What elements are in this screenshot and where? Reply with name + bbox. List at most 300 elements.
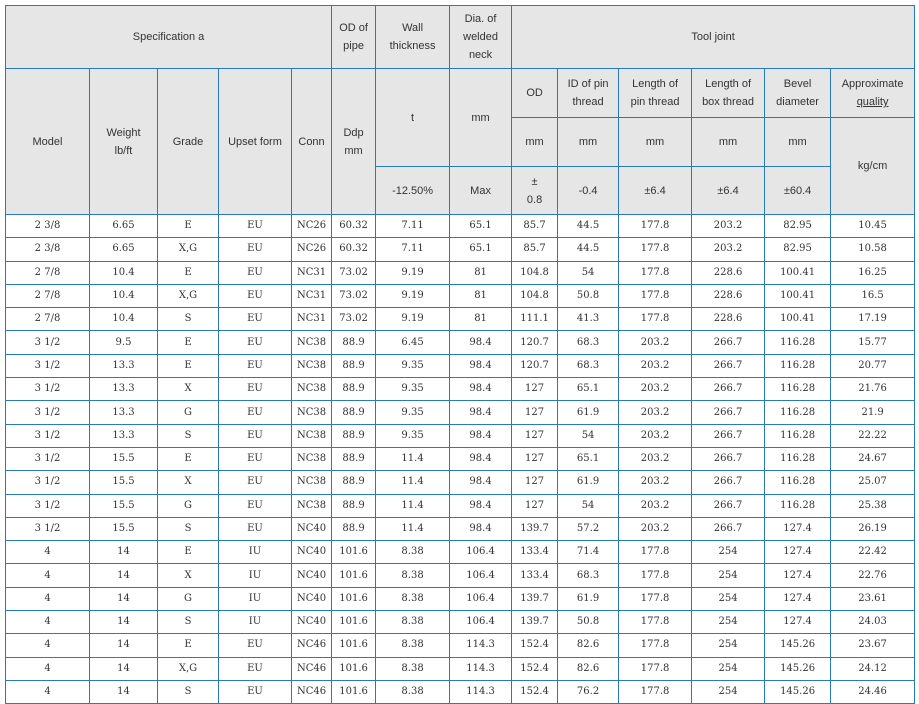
neck-tolerance: Max xyxy=(450,167,512,215)
neck-dia-cell: 81 xyxy=(450,308,512,331)
length-pin-cell: 177.8 xyxy=(619,680,692,703)
conn-cell: NC40 xyxy=(292,611,332,634)
neck-dia-cell: 98.4 xyxy=(450,494,512,517)
id-pin-cell: 68.3 xyxy=(558,564,619,587)
wall-thickness-header: Wall thickness xyxy=(376,6,450,69)
upset-form-cell: EU xyxy=(219,261,292,284)
wall-t-cell: 8.38 xyxy=(376,680,450,703)
neck-dia-cell: 98.4 xyxy=(450,424,512,447)
id-pin-cell: 76.2 xyxy=(558,680,619,703)
neck-dia-cell: 98.4 xyxy=(450,378,512,401)
id-pin-cell: 61.9 xyxy=(558,587,619,610)
tool-od-cell: 152.4 xyxy=(512,657,558,680)
neck-dia-cell: 98.4 xyxy=(450,517,512,540)
approx-quality-cell: 22.22 xyxy=(831,424,915,447)
conn-cell: NC31 xyxy=(292,261,332,284)
approx-quality-cell: 22.76 xyxy=(831,564,915,587)
grade-cell: G xyxy=(158,587,219,610)
tool-od-cell: 127 xyxy=(512,447,558,470)
approx-quality-cell: 10.58 xyxy=(831,238,915,261)
upset-form-cell: EU xyxy=(219,401,292,424)
bevel-cell: 127.4 xyxy=(765,587,831,610)
upset-form-cell: EU xyxy=(219,471,292,494)
model-cell: 2 3/8 xyxy=(6,215,90,238)
length-box-cell: 254 xyxy=(692,680,765,703)
tool-od-cell: 127 xyxy=(512,378,558,401)
approx-quality-cell: 22.42 xyxy=(831,541,915,564)
model-cell: 3 1/2 xyxy=(6,447,90,470)
length-pin-cell: 203.2 xyxy=(619,331,692,354)
bevel-cell: 82.95 xyxy=(765,238,831,261)
model-cell: 4 xyxy=(6,541,90,564)
approx-quality-cell: 16.25 xyxy=(831,261,915,284)
length-pin-cell: 177.8 xyxy=(619,587,692,610)
bevel-cell: 127.4 xyxy=(765,611,831,634)
length-pin-cell: 177.8 xyxy=(619,564,692,587)
upset-form-cell: EU xyxy=(219,284,292,307)
upset-form-cell: EU xyxy=(219,308,292,331)
wall-t-cell: 7.11 xyxy=(376,215,450,238)
weight-cell: 13.3 xyxy=(90,401,158,424)
id-pin-cell: 82.6 xyxy=(558,657,619,680)
length-box-cell: 228.6 xyxy=(692,284,765,307)
id-pin-cell: 68.3 xyxy=(558,331,619,354)
grade-cell: X,G xyxy=(158,238,219,261)
conn-cell: NC38 xyxy=(292,354,332,377)
table-row xyxy=(6,215,915,238)
id-pin-cell: 54 xyxy=(558,424,619,447)
length-pin-cell: 177.8 xyxy=(619,284,692,307)
table-row xyxy=(6,378,915,401)
od-pipe-cell: 60.32 xyxy=(332,238,376,261)
length-box-cell: 266.7 xyxy=(692,331,765,354)
length-box-cell: 266.7 xyxy=(692,378,765,401)
length-box-cell: 266.7 xyxy=(692,494,765,517)
wall-t-cell: 9.35 xyxy=(376,378,450,401)
approx-quality-cell: 25.38 xyxy=(831,494,915,517)
length-pin-cell: 177.8 xyxy=(619,657,692,680)
grade-cell: X xyxy=(158,471,219,494)
weight-cell: 14 xyxy=(90,541,158,564)
id-pin-tolerance: -0.4 xyxy=(558,167,619,215)
grade-cell: X xyxy=(158,378,219,401)
grade-cell: S xyxy=(158,680,219,703)
id-pin-unit: mm xyxy=(558,118,619,167)
upset-form-cell: EU xyxy=(219,517,292,540)
bevel-cell: 116.28 xyxy=(765,471,831,494)
conn-cell: NC46 xyxy=(292,680,332,703)
model-cell: 4 xyxy=(6,657,90,680)
model-header: Model xyxy=(6,69,90,215)
table-row xyxy=(6,564,915,587)
wall-t-cell: 8.38 xyxy=(376,634,450,657)
length-box-cell: 266.7 xyxy=(692,517,765,540)
od-pipe-cell: 101.6 xyxy=(332,587,376,610)
approx-quality-cell: 16.5 xyxy=(831,284,915,307)
length-pin-cell: 203.2 xyxy=(619,471,692,494)
conn-cell: NC31 xyxy=(292,308,332,331)
id-pin-cell: 61.9 xyxy=(558,471,619,494)
length-pin-tolerance: ±6.4 xyxy=(619,167,692,215)
wall-t-cell: 9.19 xyxy=(376,308,450,331)
neck-dia-cell: 81 xyxy=(450,261,512,284)
od-pipe-cell: 73.02 xyxy=(332,308,376,331)
od-pipe-cell: 101.6 xyxy=(332,564,376,587)
weight-header: Weight lb/ft xyxy=(90,69,158,215)
tool-od-cell: 139.7 xyxy=(512,517,558,540)
length-pin-cell: 203.2 xyxy=(619,354,692,377)
upset-form-cell: EU xyxy=(219,378,292,401)
approx-quality-cell: 15.77 xyxy=(831,331,915,354)
model-cell: 3 1/2 xyxy=(6,424,90,447)
conn-cell: NC46 xyxy=(292,657,332,680)
model-cell: 4 xyxy=(6,611,90,634)
tool-od-cell: 111.1 xyxy=(512,308,558,331)
weight-cell: 6.65 xyxy=(90,238,158,261)
od-of-pipe-header: OD of pipe xyxy=(332,6,376,69)
table-row xyxy=(6,634,915,657)
od-pipe-cell: 88.9 xyxy=(332,494,376,517)
wall-t-cell: 9.19 xyxy=(376,284,450,307)
wall-t-cell: 7.11 xyxy=(376,238,450,261)
grade-cell: E xyxy=(158,215,219,238)
model-cell: 2 3/8 xyxy=(6,238,90,261)
weight-cell: 10.4 xyxy=(90,284,158,307)
approx-quality-cell: 24.03 xyxy=(831,611,915,634)
upset-form-header: Upset form xyxy=(219,69,292,215)
table-body xyxy=(6,215,915,704)
neck-dia-cell: 98.4 xyxy=(450,401,512,424)
bevel-cell: 145.26 xyxy=(765,680,831,703)
bevel-cell: 127.4 xyxy=(765,541,831,564)
conn-cell: NC31 xyxy=(292,284,332,307)
table-row xyxy=(6,471,915,494)
length-pin-cell: 177.8 xyxy=(619,238,692,261)
length-pin-cell: 177.8 xyxy=(619,611,692,634)
table-row xyxy=(6,657,915,680)
od-pipe-cell: 88.9 xyxy=(332,447,376,470)
length-pin-cell: 177.8 xyxy=(619,308,692,331)
id-pin-cell: 61.9 xyxy=(558,401,619,424)
id-pin-cell: 41.3 xyxy=(558,308,619,331)
model-cell: 2 7/8 xyxy=(6,308,90,331)
approx-quality-cell: 24.46 xyxy=(831,680,915,703)
table-header xyxy=(6,6,915,215)
neck-dia-cell: 114.3 xyxy=(450,657,512,680)
length-box-cell: 254 xyxy=(692,541,765,564)
model-cell: 3 1/2 xyxy=(6,517,90,540)
upset-form-cell: EU xyxy=(219,634,292,657)
wall-t-cell: 6.45 xyxy=(376,331,450,354)
grade-cell: G xyxy=(158,401,219,424)
weight-cell: 14 xyxy=(90,657,158,680)
neck-dia-cell: 114.3 xyxy=(450,634,512,657)
tool-od-cell: 120.7 xyxy=(512,331,558,354)
length-box-cell: 266.7 xyxy=(692,401,765,424)
grade-cell: E xyxy=(158,331,219,354)
table-row xyxy=(6,494,915,517)
id-pin-cell: 44.5 xyxy=(558,238,619,261)
approx-quality-cell: 21.76 xyxy=(831,378,915,401)
conn-cell: NC38 xyxy=(292,447,332,470)
id-pin-thread-header: ID of pin thread xyxy=(558,69,619,118)
table-row xyxy=(6,517,915,540)
wall-t-cell: 8.38 xyxy=(376,564,450,587)
od-pipe-cell: 101.6 xyxy=(332,634,376,657)
wall-t-cell: 9.35 xyxy=(376,424,450,447)
wall-t-cell: 11.4 xyxy=(376,494,450,517)
wall-t-header: t xyxy=(376,69,450,167)
length-pin-cell: 177.8 xyxy=(619,541,692,564)
wall-t-cell: 11.4 xyxy=(376,517,450,540)
length-box-cell: 228.6 xyxy=(692,308,765,331)
od-pipe-cell: 73.02 xyxy=(332,261,376,284)
neck-dia-cell: 98.4 xyxy=(450,447,512,470)
weight-cell: 13.3 xyxy=(90,424,158,447)
length-pin-cell: 177.8 xyxy=(619,215,692,238)
length-box-thread-header: Length of box thread xyxy=(692,69,765,118)
conn-cell: NC38 xyxy=(292,424,332,447)
bevel-cell: 82.95 xyxy=(765,215,831,238)
grade-cell: S xyxy=(158,424,219,447)
conn-cell: NC38 xyxy=(292,471,332,494)
tool-od-cell: 85.7 xyxy=(512,238,558,261)
length-pin-cell: 177.8 xyxy=(619,261,692,284)
upset-form-cell: EU xyxy=(219,238,292,261)
id-pin-cell: 65.1 xyxy=(558,447,619,470)
neck-dia-cell: 81 xyxy=(450,284,512,307)
model-cell: 3 1/2 xyxy=(6,401,90,424)
id-pin-cell: 54 xyxy=(558,261,619,284)
bevel-cell: 145.26 xyxy=(765,634,831,657)
id-pin-cell: 54 xyxy=(558,494,619,517)
table-row xyxy=(6,424,915,447)
grade-cell: X xyxy=(158,564,219,587)
length-box-cell: 254 xyxy=(692,657,765,680)
approx-quality-cell: 25.07 xyxy=(831,471,915,494)
neck-dia-cell: 106.4 xyxy=(450,587,512,610)
weight-cell: 9.5 xyxy=(90,331,158,354)
tool-od-cell: 152.4 xyxy=(512,680,558,703)
tool-od-header: OD xyxy=(512,69,558,118)
bevel-cell: 116.28 xyxy=(765,494,831,517)
weight-cell: 14 xyxy=(90,634,158,657)
od-pipe-cell: 88.9 xyxy=(332,471,376,494)
bevel-cell: 116.28 xyxy=(765,331,831,354)
length-box-unit: mm xyxy=(692,118,765,167)
upset-form-cell: EU xyxy=(219,680,292,703)
wall-t-cell: 9.35 xyxy=(376,354,450,377)
weight-cell: 14 xyxy=(90,587,158,610)
length-box-cell: 254 xyxy=(692,611,765,634)
upset-form-cell: EU xyxy=(219,424,292,447)
neck-dia-cell: 98.4 xyxy=(450,471,512,494)
approx-quality-cell: 26.19 xyxy=(831,517,915,540)
model-cell: 3 1/2 xyxy=(6,378,90,401)
tool-od-cell: 139.7 xyxy=(512,611,558,634)
bevel-cell: 100.41 xyxy=(765,284,831,307)
od-pipe-cell: 88.9 xyxy=(332,331,376,354)
table-row xyxy=(6,261,915,284)
approx-quality-cell: 24.12 xyxy=(831,657,915,680)
tool-od-cell: 127 xyxy=(512,471,558,494)
model-cell: 2 7/8 xyxy=(6,261,90,284)
upset-form-cell: EU xyxy=(219,657,292,680)
tool-od-cell: 127 xyxy=(512,424,558,447)
length-pin-cell: 203.2 xyxy=(619,494,692,517)
conn-cell: NC38 xyxy=(292,378,332,401)
id-pin-cell: 57.2 xyxy=(558,517,619,540)
bevel-cell: 116.28 xyxy=(765,354,831,377)
neck-dia-cell: 98.4 xyxy=(450,354,512,377)
length-box-cell: 266.7 xyxy=(692,354,765,377)
table-row xyxy=(6,401,915,424)
length-box-cell: 228.6 xyxy=(692,261,765,284)
upset-form-cell: EU xyxy=(219,331,292,354)
neck-dia-cell: 106.4 xyxy=(450,541,512,564)
length-pin-cell: 203.2 xyxy=(619,401,692,424)
bevel-cell: 145.26 xyxy=(765,657,831,680)
approx-quality-cell: 23.67 xyxy=(831,634,915,657)
model-cell: 4 xyxy=(6,680,90,703)
wall-t-cell: 9.19 xyxy=(376,261,450,284)
upset-form-cell: EU xyxy=(219,215,292,238)
table-row xyxy=(6,354,915,377)
length-box-cell: 203.2 xyxy=(692,238,765,261)
length-pin-cell: 203.2 xyxy=(619,378,692,401)
length-pin-cell: 203.2 xyxy=(619,447,692,470)
od-pipe-cell: 73.02 xyxy=(332,284,376,307)
wall-tolerance: -12.50% xyxy=(376,167,450,215)
length-box-cell: 254 xyxy=(692,564,765,587)
od-pipe-cell: 101.6 xyxy=(332,541,376,564)
wall-t-cell: 8.38 xyxy=(376,587,450,610)
id-pin-cell: 82.6 xyxy=(558,634,619,657)
conn-cell: NC40 xyxy=(292,564,332,587)
neck-dia-cell: 106.4 xyxy=(450,611,512,634)
grade-cell: S xyxy=(158,517,219,540)
grade-cell: S xyxy=(158,611,219,634)
grade-cell: E xyxy=(158,541,219,564)
od-pipe-cell: 101.6 xyxy=(332,611,376,634)
table-row xyxy=(6,611,915,634)
table-row xyxy=(6,587,915,610)
upset-form-cell: IU xyxy=(219,587,292,610)
conn-cell: NC38 xyxy=(292,401,332,424)
approx-quality-cell: 21.9 xyxy=(831,401,915,424)
weight-cell: 14 xyxy=(90,564,158,587)
length-box-cell: 254 xyxy=(692,634,765,657)
tool-od-cell: 127 xyxy=(512,494,558,517)
tool-od-cell: 133.4 xyxy=(512,541,558,564)
model-cell: 4 xyxy=(6,634,90,657)
table-row xyxy=(6,308,915,331)
weight-cell: 6.65 xyxy=(90,215,158,238)
table-row xyxy=(6,284,915,307)
conn-cell: NC40 xyxy=(292,541,332,564)
od-pipe-cell: 88.9 xyxy=(332,378,376,401)
model-cell: 3 1/2 xyxy=(6,331,90,354)
id-pin-cell: 44.5 xyxy=(558,215,619,238)
bevel-cell: 127.4 xyxy=(765,517,831,540)
grade-cell: E xyxy=(158,354,219,377)
neck-dia-cell: 65.1 xyxy=(450,238,512,261)
neck-dia-cell: 114.3 xyxy=(450,680,512,703)
length-pin-cell: 203.2 xyxy=(619,424,692,447)
wall-t-cell: 8.38 xyxy=(376,611,450,634)
table-row xyxy=(6,447,915,470)
weight-cell: 14 xyxy=(90,611,158,634)
approx-quality-cell: 20.77 xyxy=(831,354,915,377)
weight-cell: 15.5 xyxy=(90,517,158,540)
grade-cell: G xyxy=(158,494,219,517)
tool-od-cell: 85.7 xyxy=(512,215,558,238)
length-box-cell: 266.7 xyxy=(692,447,765,470)
grade-cell: E xyxy=(158,447,219,470)
id-pin-cell: 50.8 xyxy=(558,611,619,634)
wall-t-cell: 11.4 xyxy=(376,471,450,494)
tool-od-cell: 152.4 xyxy=(512,634,558,657)
model-cell: 3 1/2 xyxy=(6,471,90,494)
weight-cell: 14 xyxy=(90,680,158,703)
approx-quality-header: Approximate quality xyxy=(831,69,915,118)
od-pipe-cell: 101.6 xyxy=(332,680,376,703)
grade-cell: E xyxy=(158,634,219,657)
model-cell: 3 1/2 xyxy=(6,354,90,377)
length-box-cell: 266.7 xyxy=(692,471,765,494)
bevel-cell: 116.28 xyxy=(765,447,831,470)
bevel-cell: 100.41 xyxy=(765,261,831,284)
bevel-tolerance: ±60.4 xyxy=(765,167,831,215)
drill-pipe-spec-table xyxy=(5,5,915,704)
tool-od-cell: 104.8 xyxy=(512,284,558,307)
bevel-unit: mm xyxy=(765,118,831,167)
od-pipe-cell: 101.6 xyxy=(332,657,376,680)
approx-quality-cell: 10.45 xyxy=(831,215,915,238)
conn-cell: NC40 xyxy=(292,517,332,540)
grade-header: Grade xyxy=(158,69,219,215)
weight-cell: 15.5 xyxy=(90,494,158,517)
model-cell: 3 1/2 xyxy=(6,494,90,517)
conn-cell: NC40 xyxy=(292,587,332,610)
wall-t-cell: 11.4 xyxy=(376,447,450,470)
upset-form-cell: IU xyxy=(219,541,292,564)
wall-t-cell: 9.35 xyxy=(376,401,450,424)
weight-cell: 10.4 xyxy=(90,308,158,331)
neck-dia-cell: 65.1 xyxy=(450,215,512,238)
table-row xyxy=(6,541,915,564)
od-pipe-cell: 88.9 xyxy=(332,401,376,424)
grade-cell: E xyxy=(158,261,219,284)
id-pin-cell: 65.1 xyxy=(558,378,619,401)
upset-form-cell: EU xyxy=(219,447,292,470)
tool-od-cell: 127 xyxy=(512,401,558,424)
weight-cell: 13.3 xyxy=(90,354,158,377)
tool-joint-header: Tool joint xyxy=(512,6,915,69)
neck-mm-header: mm xyxy=(450,69,512,167)
conn-cell: NC38 xyxy=(292,331,332,354)
approx-quality-unit: kg/cm xyxy=(831,118,915,215)
ddp-mm-header: Ddp mm xyxy=(332,69,376,215)
length-box-cell: 203.2 xyxy=(692,215,765,238)
weight-cell: 15.5 xyxy=(90,447,158,470)
neck-dia-cell: 98.4 xyxy=(450,331,512,354)
upset-form-cell: EU xyxy=(219,494,292,517)
specification-header: Specification a xyxy=(6,6,332,69)
id-pin-cell: 71.4 xyxy=(558,541,619,564)
od-pipe-cell: 60.32 xyxy=(332,215,376,238)
table-row xyxy=(6,331,915,354)
